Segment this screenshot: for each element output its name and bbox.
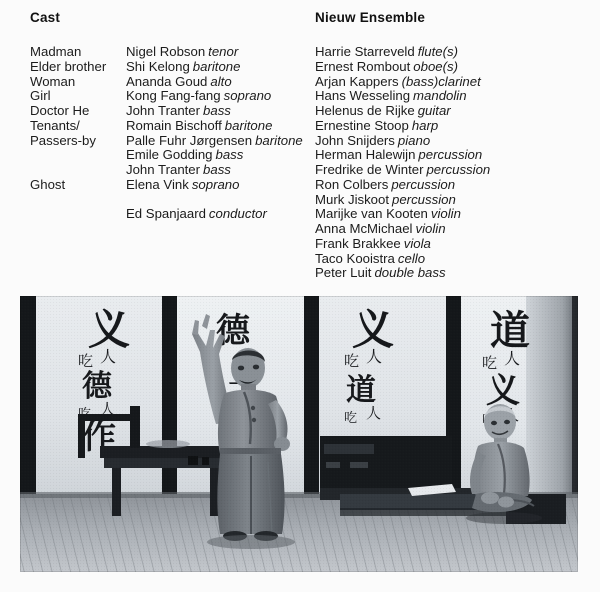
cast-row [30, 163, 310, 178]
cast-name: Romain Bischoff [126, 117, 222, 133]
ensemble-member [315, 75, 595, 90]
cast-row [30, 119, 310, 134]
cast-role: Woman [30, 73, 76, 89]
member-instrument: mandolin [413, 88, 467, 104]
member-name: Arjan Kappers [315, 73, 399, 89]
member-instrument: violin [415, 221, 446, 236]
cast-voice: alto [210, 73, 232, 89]
member-name: Helenus de Rijke [315, 103, 415, 118]
cast-name: Ananda Goud [126, 73, 208, 89]
cast-row [30, 134, 310, 149]
cast-voice: bass [203, 103, 231, 118]
member-instrument: (bass)clarinet [401, 73, 481, 89]
cast-row [30, 75, 310, 90]
cast-name: Elena Vink [126, 176, 189, 192]
cast-name: Palle Fuhr Jørgensen [126, 132, 253, 148]
cast-row [30, 89, 310, 104]
ensemble-heading: Nieuw Ensemble [315, 10, 426, 25]
ensemble-member [315, 134, 595, 149]
cast-name: Shi Kelong [126, 58, 190, 74]
cast-row [30, 60, 310, 75]
cast-row [30, 104, 310, 119]
cast-row [30, 148, 310, 163]
member-instrument: guitar [417, 103, 451, 118]
member-instrument: percussion [391, 176, 456, 192]
ensemble-member [315, 237, 595, 252]
cast-role: Doctor He [30, 103, 90, 118]
member-instrument: harp [411, 117, 439, 133]
cast-name: Kong Fang-fang [126, 88, 221, 104]
cast-voice: bass [215, 147, 244, 163]
member-instrument: oboe(s) [413, 58, 459, 74]
cast-voice: baritone [255, 132, 303, 148]
member-name: Fredrike de Winter [315, 162, 424, 177]
cast-voice: soprano [191, 176, 240, 192]
production-photograph [20, 296, 578, 572]
member-name: Peter Luit [315, 265, 372, 281]
member-name: Frank Brakkee [315, 235, 401, 251]
cast-voice: tenor [208, 44, 239, 59]
cast-column [30, 10, 310, 222]
member-instrument: percussion [418, 147, 483, 163]
cast-row [30, 178, 310, 193]
member-instrument: percussion [426, 162, 491, 177]
member-instrument: viola [403, 235, 431, 251]
cast-role: Madman [30, 44, 82, 59]
ensemble-member [315, 266, 595, 281]
member-name: John Snijders [315, 132, 395, 148]
cast-role: Ghost [30, 176, 66, 192]
ensemble-member [315, 163, 595, 178]
cast-voice: soprano [223, 88, 272, 104]
ensemble-member [315, 45, 595, 60]
member-name: Ernest Rombout [315, 58, 411, 74]
member-name: Anna McMichael [315, 221, 413, 236]
cast-name: Emile Godding [126, 147, 213, 163]
member-name: Ernestine Stoop [315, 117, 409, 133]
conductor-role-label: conductor [208, 206, 267, 222]
ensemble-member [315, 252, 595, 267]
cast-role: Passers-by [30, 132, 96, 148]
member-instrument: double bass [374, 265, 446, 281]
member-name: Herman Halewijn [315, 147, 416, 163]
cast-heading: Cast [30, 10, 61, 25]
cast-voice: baritone [192, 58, 241, 74]
conductor-name: Ed Spanjaard [126, 206, 206, 222]
ensemble-column [315, 10, 595, 281]
ensemble-member [315, 193, 595, 208]
cast-row [30, 45, 310, 60]
member-instrument: flute(s) [417, 44, 458, 59]
member-name: Murk Jiskoot [315, 191, 390, 207]
cast-role: Elder brother [30, 58, 107, 74]
ensemble-member [315, 60, 595, 75]
ensemble-member [315, 89, 595, 104]
member-instrument: violin [430, 206, 461, 222]
conductor-row [30, 207, 310, 222]
ensemble-member [315, 104, 595, 119]
member-name: Harrie Starreveld [315, 44, 415, 59]
cast-name: John Tranter [126, 162, 201, 177]
ensemble-member [315, 119, 595, 134]
member-instrument: piano [397, 132, 431, 148]
cast-role: Girl [30, 88, 51, 104]
member-name: Taco Kooistra [315, 250, 395, 266]
cast-voice: baritone [224, 117, 273, 133]
member-instrument: percussion [392, 191, 456, 207]
member-name: Ron Colbers [315, 176, 389, 192]
cast-name: Nigel Robson [126, 44, 206, 59]
cast-role: Tenants/ [30, 117, 80, 133]
ensemble-member [315, 222, 595, 237]
ensemble-member [315, 148, 595, 163]
member-instrument: cello [397, 250, 426, 266]
member-name: Hans Wesseling [315, 88, 411, 104]
member-name: Marijke van Kooten [315, 206, 428, 222]
ensemble-member [315, 207, 595, 222]
cast-name: John Tranter [126, 103, 201, 118]
production-photo-image [20, 296, 578, 572]
ensemble-member [315, 178, 595, 193]
cast-voice: bass [203, 162, 231, 177]
